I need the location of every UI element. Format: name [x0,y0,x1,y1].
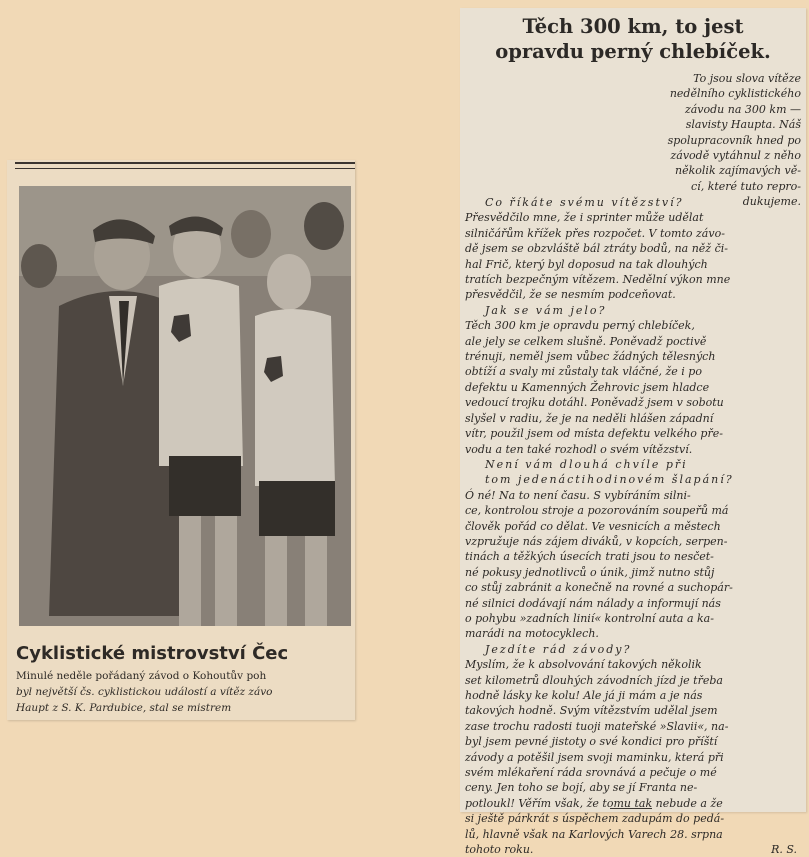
interview-answer-line: o pohybu »zadních linií« kontrolní auta a ka- [465,611,714,625]
interview-answer-line: dě jsem se obzvláště bál ztráty bodů, na něž či- [465,242,728,256]
interview-answer-line: ceny. Jen toho se bojí, aby se jí Franta ne- [465,781,698,795]
interview-answer-line: né pokusy jednotlivců o únik, jimž nutno stůj [465,565,715,579]
interview-answer-line: trénuji, neměl jsem vůbec žádných tělesných [465,350,716,364]
caption-line: byl největší čs. cyklistickou událostí a vítěz závo [16,686,273,698]
interview-answer-line: vzpružuje nás zájem diváků, v kopcích, serpen- [465,534,728,548]
intro-line: cí, které tuto repro- [691,179,801,193]
closing-text: tohoto roku. [465,843,534,857]
interview-question-line: Není vám dlouhá chvíle při [485,457,688,471]
interview-answer-line: závody a potěšil jsem svoji maminku, která při [465,750,724,764]
interview-answer-line: silničářům křížek přes rozpočet. V tomto závo- [465,226,725,240]
intro-line: několik zajímavých vě- [675,164,801,178]
interview-answer-line: svém mlékaření ráda srovnává a pečuje o mé [465,766,717,780]
headline-line: Těch 300 km, to jest [522,15,744,38]
interview-answer-line: Myslím, že k absolvování takových několik [465,658,702,672]
interview-question-line: Co říkáte svému vítězství? [485,196,684,209]
intro-line: závodu na 300 km — [684,102,801,116]
interview-answer-line: zase trochu radosti tuoji mateřské »Slavii«, na- [465,719,729,733]
intro-line: spolupracovník hned po [667,133,801,147]
photo-illustration [19,186,351,626]
interview-answer-line: vítr, použil jsem od místa defektu velkého pře- [465,427,723,441]
interview-question-line: tom jedenáctihodinovém šlapání? [485,473,734,487]
interview-answer-line: byl jsem pevné jistoty o své kondici pro příští [465,735,718,749]
interview-question-line: Jak se vám jelo? [485,303,607,317]
interview-answer-line: lů, hlavně však na Karlových Varech 28. srpna [465,827,723,841]
interview-answer-line: hal Frič, který byl doposud na tak dlouhých [465,257,708,271]
interview-answer-line: vedoucí trojku dotáhl. Poněvadž jsem v sobotu [465,396,724,410]
interview-answer-line: tinách a těžkých úsecích trati jsou to nesčet- [465,550,714,564]
interview-answer-line: ce, kontrolou stroje a pozorováním soupeřů má [465,504,729,518]
bottom-rule [610,808,652,809]
interview-answer-line: si ještě párkrát s úspěchem zadupám do pedá- [465,812,725,826]
cyclists-photo [19,186,351,626]
interview-answer-line: hodně lásky ke kolu! Ale já ji mám a je nás [465,689,703,702]
interview-answer-line: potloukl! Věřím však, že tomu tak nebude a že [465,796,723,810]
interview-answer-line: přesvědčil, že se nesmím podceňovat. [465,288,676,302]
interview-answer-line: obtíží a svaly mi zůstaly tak vláčné, že i po [465,365,702,379]
interview-answer-line: marádi na motocyklech. [465,627,599,641]
intro-line: závodě vytáhnul z něho [670,149,801,163]
interview-answer-line: Přesvědčilo mne, že i sprinter může udělat [465,211,704,225]
interview-question-line: Jezdíte rád závody? [485,642,632,656]
interview-answer-line: tratích bezpečným vítězem. Nedělní výkon mne [465,273,731,287]
interview-answer-line: ale jely se celkem slušně. Poněvadž poctivě [465,334,707,348]
interview-answer-line: co stůj zabránit a konečně na rovné a suchopár- [465,581,733,595]
interview-answer-line: Ó né! Na to není času. S vybíráním silni- [465,488,691,502]
interview-answer-line: člověk pořád co dělat. Ve vesnicích a městech [465,519,721,533]
intro-line: slavisty Haupta. Náš [685,118,801,132]
headline [460,14,806,64]
interview-answer-line: takových hodně. Svým vítězstvím udělal jsem [465,704,718,718]
caption-line: Haupt z S. K. Pardubice, stal se mistrem [16,702,232,714]
interview-answer-line: defektu u Kamenných Žehrovic jsem hladce [465,380,710,394]
intro-line: To jsou slova vítěze [693,72,801,85]
intro-line: dukujeme. [742,195,801,209]
headline-line: opravdu perný chlebíček. [495,40,771,63]
interview-answer-line: slyšel v radiu, že je na neděli hlášen západní [465,411,714,425]
interview-answer-line: vodu a ten také rozhodl o svém vítězství. [465,442,693,456]
interview-body [465,195,801,857]
caption-line: Minulé neděle pořádaný závod o Kohoutův poh [16,670,267,682]
interview-answer-line: set kilometrů dlouhých závodních jízd je třeba [465,673,723,687]
photo-clipping [7,160,355,720]
author-signature: R. S. [771,843,797,857]
intro-line: nedělního cyklistického [669,87,801,101]
caption-text [16,668,346,716]
closing-line [465,842,801,857]
interview-answer-line: Těch 300 km je opravdu perný chlebíček, [465,319,695,333]
top-rule [15,162,355,169]
interview-answer-line: né silnici dodávají nám nálady a informují nás [465,596,721,610]
interview-clipping [460,8,806,857]
intro-paragraph [646,71,801,210]
caption-title: Cyklistické mistrovství Čec [16,643,289,664]
